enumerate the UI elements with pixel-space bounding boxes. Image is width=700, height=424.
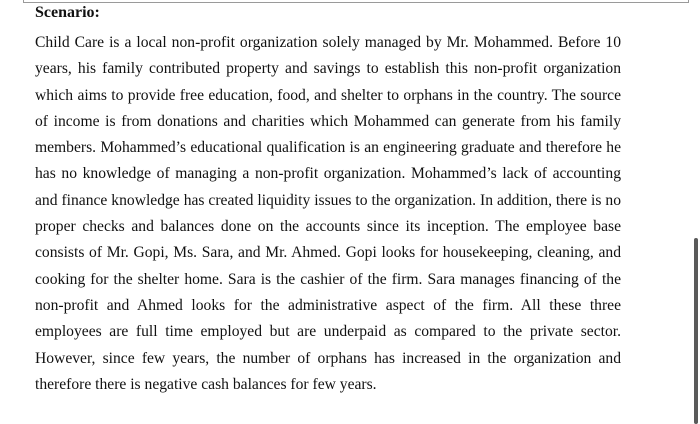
- paragraph-line: of income is from donations and charities which Mohammed can generate from his family: [35, 112, 621, 130]
- paragraph-line: consists of Mr. Gopi, Ms. Sara, and Mr. Ahmed. Gopi looks for housekeeping, cleaning, and: [35, 244, 621, 262]
- paragraph-line: employees are full time employed but are underpaid as compared to the private sector.: [35, 323, 621, 341]
- paragraph-line: proper checks and balances done on the accounts since its inception. The employee base: [35, 218, 621, 236]
- vertical-scrollbar[interactable]: [692, 0, 700, 424]
- paragraph-line: therefore there is negative cash balances for few years.: [35, 375, 377, 393]
- paragraph-line: cooking for the shelter home. Sara is the cashier of the firm. Sara manages financing of the: [35, 270, 621, 288]
- paragraph-line: has no knowledge of managing a non-profit organization. Mohammed’s lack of accounting: [35, 165, 621, 183]
- scenario-paragraph: [35, 30, 621, 398]
- scenario-heading: Scenario:: [35, 4, 100, 21]
- paragraph-line: which aims to provide free education, food, and shelter to orphans in the country. The source: [35, 86, 621, 104]
- scrollbar-thumb[interactable]: [694, 238, 698, 424]
- paragraph-line: However, since few years, the number of orphans has increased in the organization and: [35, 349, 621, 367]
- paragraph-line: members. Mohammed’s educational qualification is an engineering graduate and therefore he: [35, 139, 621, 157]
- scenario-document: [35, 2, 621, 398]
- paragraph-line: years, his family contributed property and savings to establish this non-profit organization: [35, 60, 621, 78]
- paragraph-line: non-profit and Ahmed looks for the administrative aspect of the firm. All these three: [35, 296, 621, 314]
- paragraph-line: Child Care is a local non-profit organization solely managed by Mr. Mohammed. Before 10: [35, 34, 621, 51]
- paragraph-line: and finance knowledge has created liquidity issues to the organization. In addition, there is no: [35, 191, 621, 209]
